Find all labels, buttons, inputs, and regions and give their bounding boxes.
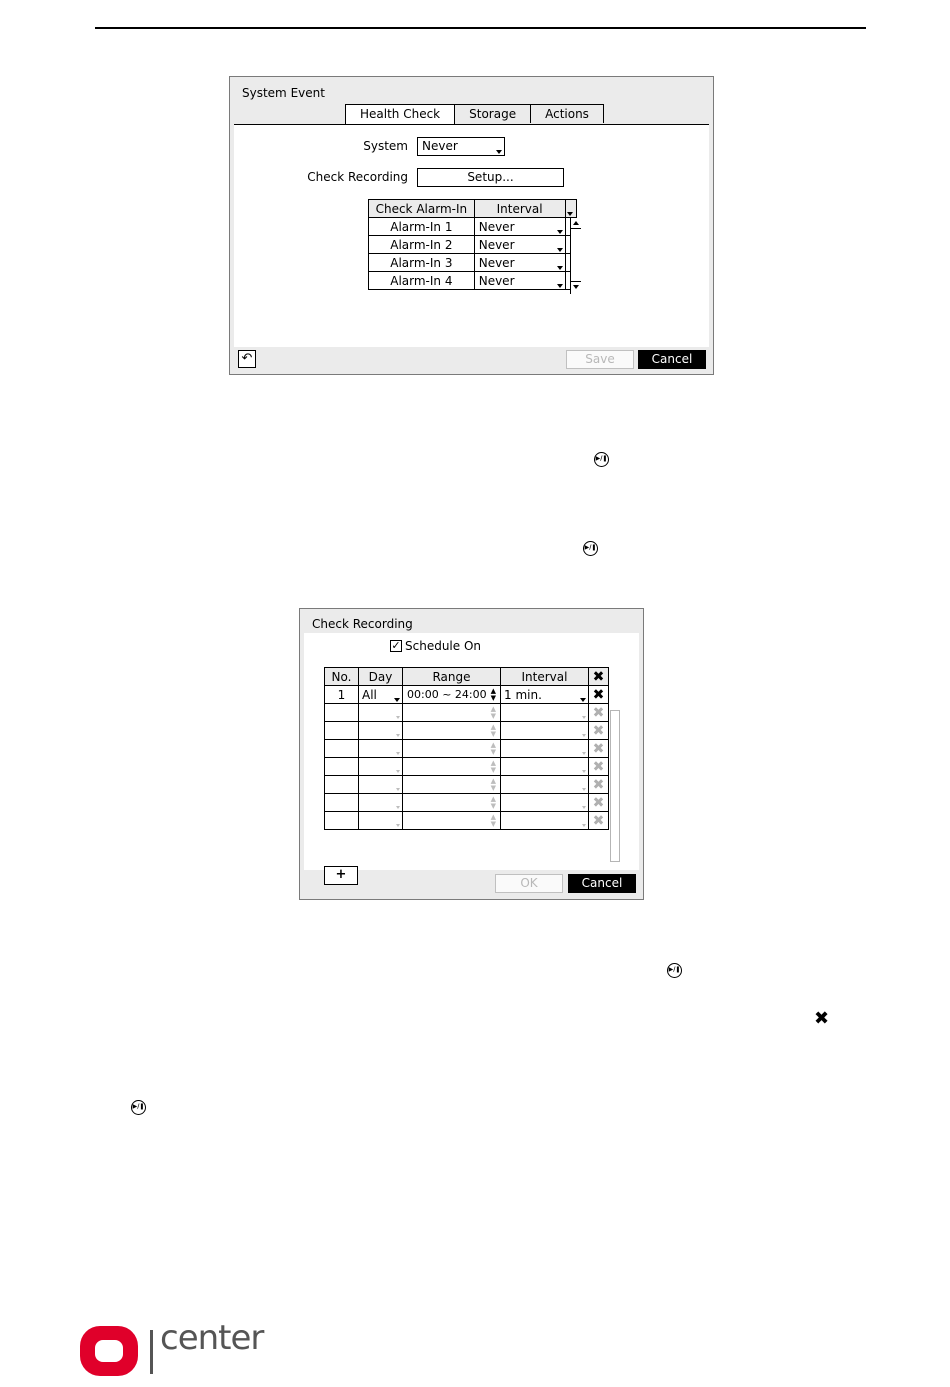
x-icon: ✖ [592,668,605,685]
scroll-down-icon[interactable] [573,285,579,289]
x-icon: ✖ [814,1008,830,1029]
check-recording-panel [304,633,639,882]
column-header-day: Day [359,668,403,686]
interval-select [501,794,589,812]
table-scrollbar[interactable] [570,218,581,294]
day-select [359,758,403,776]
range-spinner[interactable] [403,686,501,704]
tab-bar [345,104,603,124]
scroll-up-icon[interactable] [573,221,579,225]
save-button[interactable]: Save [566,350,634,369]
day-value: All [362,687,377,702]
play-pause-icon: ▶/❚ [594,452,609,467]
chevron-down-icon [582,734,586,737]
interval-select [501,776,589,794]
system-select[interactable] [417,137,505,156]
play-pause-icon: ▶/❚ [131,1100,146,1115]
range-value: 00:00 ~ 24:00 [407,688,487,701]
delete-row-button [589,758,609,776]
interval-select[interactable] [474,218,565,236]
table-row [325,686,609,704]
table-row [325,740,609,758]
header-sort-cell [565,200,576,218]
check-icon: ✓ [391,639,401,652]
column-header-interval: Interval [501,668,589,686]
setup-button[interactable]: Setup... [417,168,564,187]
column-header-interval: Interval [474,200,565,218]
add-row-button[interactable]: + [324,866,358,885]
range-spinner [403,740,501,758]
day-select [359,704,403,722]
x-icon: ✖ [592,722,605,739]
x-icon: ✖ [592,812,605,829]
logo-mark [80,1326,138,1376]
row-number [325,740,359,758]
x-icon: ✖ [592,794,605,811]
interval-value: Never [478,255,515,270]
scroll-divider [571,281,581,282]
delete-all-button[interactable] [589,668,609,686]
system-label: System [363,139,408,153]
interval-select[interactable] [501,686,589,704]
delete-row-button[interactable] [589,686,609,704]
chevron-down-icon [496,150,502,154]
table-header [325,668,609,686]
chevron-down-icon [567,212,573,216]
interval-value: Never [478,219,515,234]
table-row [369,236,577,254]
table-row [325,794,609,812]
chevron-down-icon [582,752,586,755]
table-row [325,812,609,830]
row-number [325,776,359,794]
table-row [369,272,577,290]
day-select[interactable] [359,686,403,704]
logo-divider [150,1330,153,1374]
alarm-in-name: Alarm-In 2 [369,236,475,254]
day-select [359,722,403,740]
interval-select[interactable] [474,254,565,272]
interval-value: 1 min. [504,687,542,702]
interval-select[interactable] [474,236,565,254]
x-icon: ✖ [592,686,605,703]
health-check-panel [234,125,709,347]
x-icon: ✖ [592,758,605,775]
chevron-down-icon [396,788,400,791]
dialog-title: Check Recording [312,617,413,631]
spinner-icon: ▲ ▼ [490,777,496,792]
schedule-on-checkbox[interactable] [390,640,402,652]
check-recording-label: Check Recording [307,170,408,184]
system-event-dialog [229,76,714,375]
range-spinner [403,794,501,812]
range-spinner [403,812,501,830]
alarm-in-name: Alarm-In 1 [369,218,475,236]
schedule-table [324,667,609,830]
table-row [325,704,609,722]
table-row [325,776,609,794]
day-select [359,776,403,794]
table-scrollbar[interactable] [610,710,620,862]
chevron-down-icon [557,248,563,252]
delete-row-button [589,740,609,758]
interval-select [501,722,589,740]
back-button[interactable] [238,350,256,368]
header-rule [95,27,866,29]
logo-mark-hole [95,1340,123,1362]
x-icon: ✖ [592,740,605,757]
play-pause-icon: ▶/❚ [583,541,598,556]
chevron-down-icon [580,698,586,702]
range-spinner [403,776,501,794]
chevron-down-icon [396,716,400,719]
play-pause-icon: ▶/❚ [667,963,682,978]
range-spinner [403,704,501,722]
cancel-button[interactable]: Cancel [638,350,706,369]
row-number [325,794,359,812]
spinner-icon[interactable]: ▲ ▼ [490,687,496,702]
cancel-button[interactable]: Cancel [568,874,636,893]
tab-storage[interactable]: Storage [454,104,531,123]
dialog-title: System Event [242,86,325,100]
chevron-down-icon [396,770,400,773]
chevron-down-icon [394,698,400,702]
day-select [359,740,403,758]
spinner-icon: ▲ ▼ [490,795,496,810]
interval-select[interactable] [474,272,565,290]
tab-actions[interactable]: Actions [530,104,604,123]
interval-select [501,704,589,722]
table-row [325,758,609,776]
alarm-in-table [368,199,577,290]
day-select [359,812,403,830]
interval-value: Never [478,237,515,252]
interval-select [501,740,589,758]
logo-text: center [160,1318,264,1358]
check-recording-dialog [299,608,644,900]
x-icon: ✖ [592,704,605,721]
table-row [369,254,577,272]
delete-row-button [589,794,609,812]
spinner-icon: ▲ ▼ [490,813,496,828]
scroll-divider [571,228,581,229]
table-header [369,200,577,218]
delete-row-button [589,722,609,740]
table-row [369,218,577,236]
x-icon: ✖ [592,776,605,793]
spinner-icon: ▲ ▼ [490,759,496,774]
range-spinner [403,722,501,740]
chevron-down-icon [582,824,586,827]
chevron-down-icon [396,806,400,809]
interval-select [501,758,589,776]
row-number [325,704,359,722]
row-number [325,722,359,740]
interval-value: Never [478,273,515,288]
delete-row-button [589,812,609,830]
tab-health-check[interactable]: Health Check [345,104,455,125]
system-select-value: Never [422,139,458,153]
chevron-down-icon [396,752,400,755]
schedule-on-label: Schedule On [405,639,482,653]
chevron-down-icon [396,734,400,737]
chevron-down-icon [582,806,586,809]
spinner-icon: ▲ ▼ [490,723,496,738]
row-number [325,812,359,830]
column-header-check-alarm-in: Check Alarm-In [369,200,475,218]
alarm-in-name: Alarm-In 3 [369,254,475,272]
chevron-down-icon [582,716,586,719]
back-arrow-icon: ↶ [241,351,253,366]
chevron-down-icon [396,824,400,827]
chevron-down-icon [582,788,586,791]
interval-select [501,812,589,830]
range-spinner [403,758,501,776]
day-select [359,794,403,812]
delete-row-button [589,704,609,722]
spinner-icon: ▲ ▼ [490,705,496,720]
table-row [325,722,609,740]
delete-row-button [589,776,609,794]
ok-button[interactable]: OK [495,874,563,893]
chevron-down-icon [557,284,563,288]
row-number [325,758,359,776]
alarm-in-name: Alarm-In 4 [369,272,475,290]
chevron-down-icon [557,266,563,270]
column-header-no: No. [325,668,359,686]
spinner-icon: ▲ ▼ [490,741,496,756]
chevron-down-icon [582,770,586,773]
column-header-range: Range [403,668,501,686]
chevron-down-icon [557,230,563,234]
row-number: 1 [325,686,359,704]
